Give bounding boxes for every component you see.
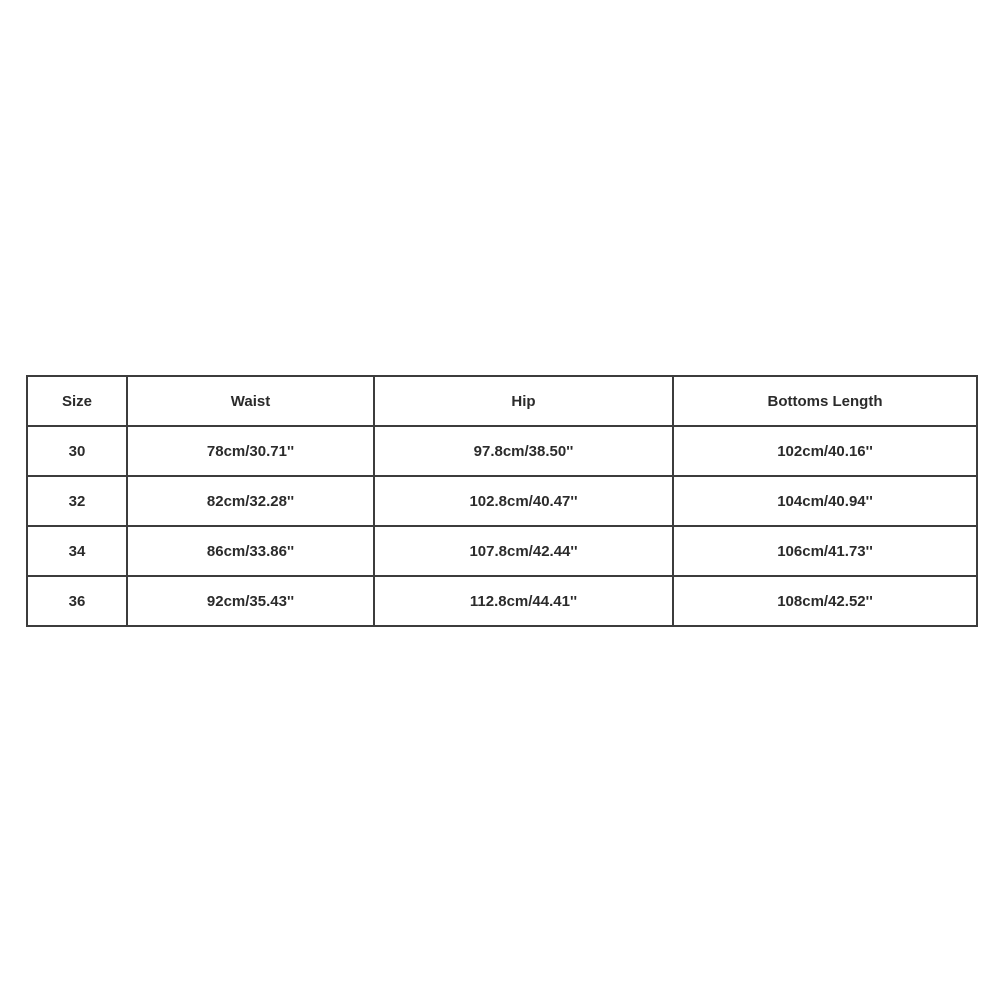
cell-size: 36 [27,576,127,626]
cell-hip: 112.8cm/44.41'' [374,576,673,626]
column-header-bottoms-length: Bottoms Length [673,376,977,426]
cell-bottoms-length: 104cm/40.94'' [673,476,977,526]
column-header-hip: Hip [374,376,673,426]
table-row-size-30 [27,426,977,476]
cell-waist: 86cm/33.86'' [127,526,374,576]
table-row-size-34 [27,526,977,576]
table-header-row [27,376,977,426]
cell-hip: 107.8cm/42.44'' [374,526,673,576]
cell-bottoms-length: 106cm/41.73'' [673,526,977,576]
cell-size: 30 [27,426,127,476]
table-row-size-32 [27,476,977,526]
cell-bottoms-length: 102cm/40.16'' [673,426,977,476]
cell-hip: 97.8cm/38.50'' [374,426,673,476]
column-header-waist: Waist [127,376,374,426]
cell-hip: 102.8cm/40.47'' [374,476,673,526]
table-row-size-36 [27,576,977,626]
cell-waist: 82cm/32.28'' [127,476,374,526]
cell-waist: 92cm/35.43'' [127,576,374,626]
size-chart-table [26,375,978,627]
cell-waist: 78cm/30.71'' [127,426,374,476]
column-header-size: Size [27,376,127,426]
cell-size: 32 [27,476,127,526]
cell-size: 34 [27,526,127,576]
cell-bottoms-length: 108cm/42.52'' [673,576,977,626]
